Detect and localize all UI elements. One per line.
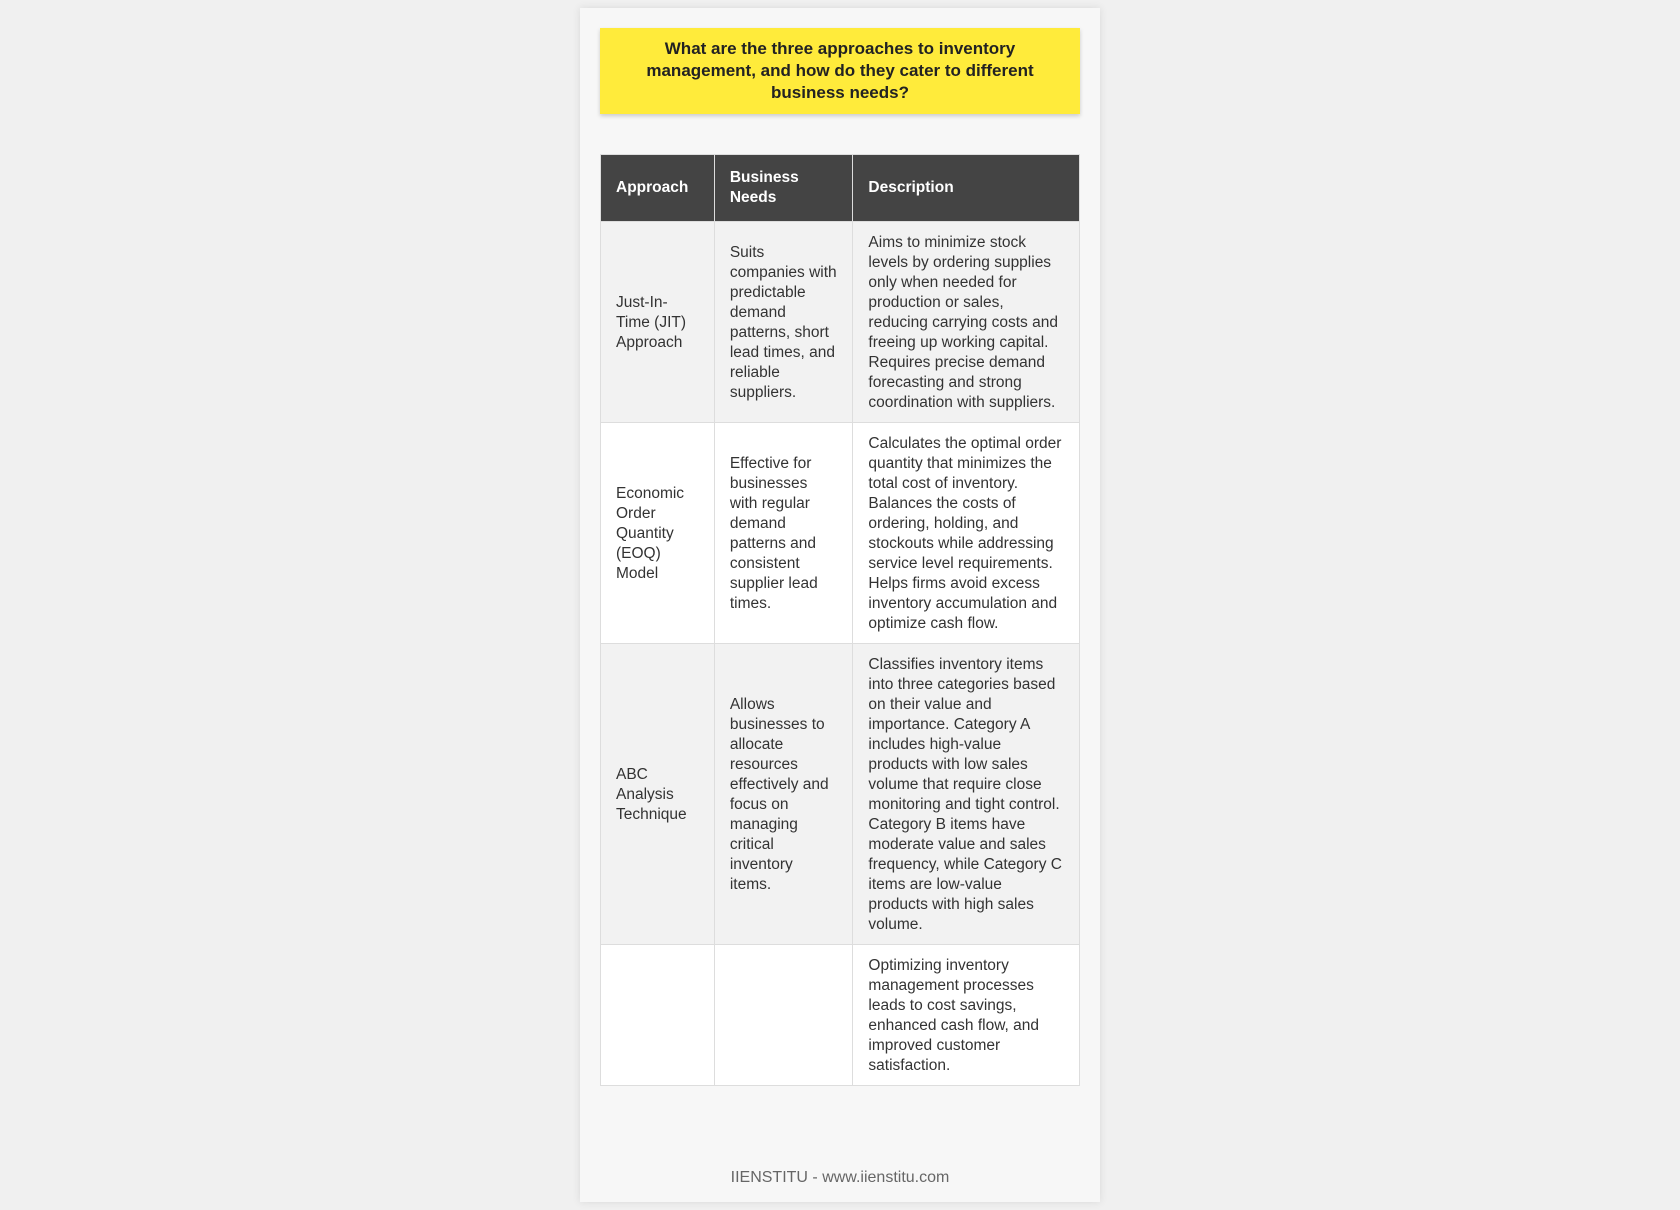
- header-business-needs: Business Needs: [714, 155, 853, 222]
- table-row: [601, 945, 1080, 1086]
- header-description: Description: [853, 155, 1080, 222]
- footer-credit: IIENSTITU - www.iienstitu.com: [730, 1169, 950, 1186]
- approach-cell: ABC Analysis Technique: [601, 644, 715, 945]
- approaches-table: [600, 154, 1080, 1086]
- question-banner: [600, 28, 1080, 114]
- table-row: [601, 423, 1080, 644]
- description-cell: Calculates the optimal order quantity that minimizes the total cost of inventory. Balances the costs of ordering, holding, and stockouts while addressing service level requirements. Helps firms avoid excess inventory accumulation and optimize cash flow.: [853, 423, 1080, 644]
- table-row: [601, 644, 1080, 945]
- approach-cell: [601, 945, 715, 1086]
- approach-cell: Economic Order Quantity (EOQ) Model: [601, 423, 715, 644]
- table-header-row: [601, 155, 1080, 222]
- business-needs-cell: Effective for businesses with regular demand patterns and consistent supplier lead times.: [714, 423, 853, 644]
- table-row: [601, 222, 1080, 423]
- description-cell: Classifies inventory items into three categories based on their value and importance. Category A includes high-value products with low sales volume that require close monitoring and tight control. Category B items have moderate value and sales frequency, while Category C items are low-value products with high sales volume.: [853, 644, 1080, 945]
- business-needs-cell: Suits companies with predictable demand patterns, short lead times, and reliable suppliers.: [714, 222, 853, 423]
- header-approach: Approach: [601, 155, 715, 222]
- description-cell: Aims to minimize stock levels by ordering supplies only when needed for production or sales, reducing carrying costs and freeing up working capital. Requires precise demand forecasting and strong coordination with suppliers.: [853, 222, 1080, 423]
- question-title: What are the three approaches to inventory management, and how do they cater to different business needs?: [646, 39, 1034, 102]
- description-cell: Optimizing inventory management processes leads to cost savings, enhanced cash flow, and improved customer satisfaction.: [853, 945, 1080, 1086]
- business-needs-cell: [714, 945, 853, 1086]
- content-card: [580, 8, 1100, 1202]
- approach-cell: Just-In-Time (JIT) Approach: [601, 222, 715, 423]
- business-needs-cell: Allows businesses to allocate resources effectively and focus on managing critical inventory items.: [714, 644, 853, 945]
